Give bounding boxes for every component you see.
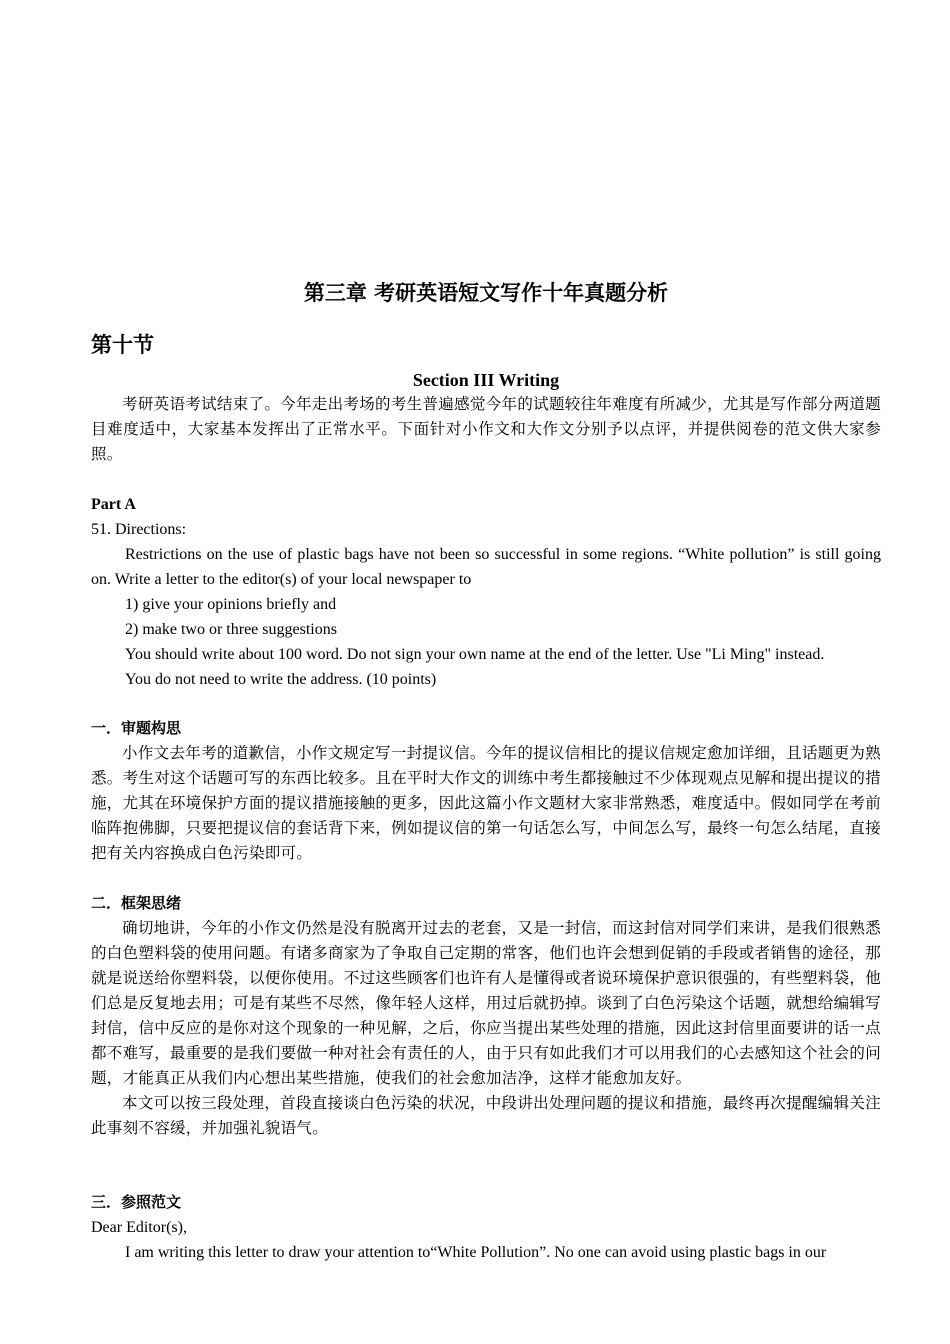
directions-prompt: Restrictions on the use of plastic bags have not been so successful in some regions. “White pollution” is still going on. Write a letter to the editor(s) of your local newspaper to [91, 546, 881, 588]
sample-first-line: I am writing this letter to draw your attention to“White Pollution”. No one can avoid using plastic bags in our [125, 1244, 827, 1261]
analysis-block [91, 716, 881, 866]
directions-note-2: You do not need to write the address. (10 points) [125, 671, 437, 688]
analysis-heading: 一．审题构思 [91, 719, 182, 737]
framework-paragraph-1: 确切地讲，今年的小作文仍然是没有脱离开过去的老套，又是一封信，而这封信对同学们来讲，是我们很熟悉的白色塑料袋的使用问题。有诸多商家为了争取自己定期的常客，他们也许会想到促销的手段或者销售的途径，那就是说送给你塑料袋，以便你使用。不过这些顾客们也许有人是懂得或者说环境保护意识很强的，有些塑料袋，他们总是反复地去用；可是有某些不尽然，像年轻人这样，用过后就扔掉。谈到了白色污染这个话题，就想给编辑写封信，信中反应的是你对这个现象的一种见解，之后，你应当提出某些处理的措施，因此这封信里面要讲的话一点都不难写，最重要的是我们要做一种对社会有责任的人，由于只有如此我们才可以用我们的心去感知这个社会的问题，才能真正从我们内心想出某些措施，使我们的社会愈加洁净，这样才能愈加友好。 [91, 919, 882, 1087]
sample-salutation: Dear Editor(s), [91, 1219, 187, 1236]
framework-block [91, 891, 881, 1141]
directions-item-2: 2) make two or three suggestions [125, 621, 337, 638]
part-a-heading: Part A [91, 496, 136, 513]
part-a-block [91, 492, 881, 692]
directions-note-1: You should write about 100 word. Do not sign your own name at the end of the letter. Use "Li Ming" instead. [125, 646, 825, 663]
framework-heading: 二．框架思绪 [91, 894, 182, 912]
directions-item-1: 1) give your opinions briefly and [125, 596, 337, 613]
sample-block [91, 1190, 881, 1265]
section-title: Section III Writing [412, 370, 560, 390]
intro-block [91, 392, 881, 467]
section-number: 第十节 [91, 332, 154, 357]
analysis-paragraph: 小作文去年考的道歉信，小作文规定写一封提议信。今年的提议信相比的提议信规定愈加详细，且话题更为熟悉。考生对这个话题可写的东西比较多。且在平时大作文的训练中考生都接触过不少体现观点见解和提出提议的措施，尤其在环境保护方面的提议措施接触的更多，因此这篇小作文题材大家非常熟悉，难度适中。假如同学在考前临阵抱佛脚，只要把提议信的套话背下来，例如提议信的第一句话怎么写，中间怎么写，最终一句怎么结尾，直接把有关内容换成白色污染即可。 [91, 744, 882, 862]
framework-paragraph-2: 本文可以按三段处理，首段直接谈白色污染的状况，中段讲出处理问题的提议和措施，最终再次提醒编辑关注此事刻不容缓，并加强礼貌语气。 [91, 1094, 881, 1137]
chapter-title: 第三章 考研英语短文写作十年真题分析 [303, 280, 669, 305]
sample-heading: 三．参照范文 [91, 1193, 182, 1211]
intro-paragraph: 考研英语考试结束了。今年走出考场的考生普遍感觉今年的试题较往年难度有所减少，尤其是写作部分两道题目难度适中，大家基本发挥出了正常水平。下面针对小作文和大作文分别予以点评，并提供阅卷的范文供大家参照。 [91, 395, 881, 463]
directions-label: 51. Directions: [91, 521, 187, 538]
